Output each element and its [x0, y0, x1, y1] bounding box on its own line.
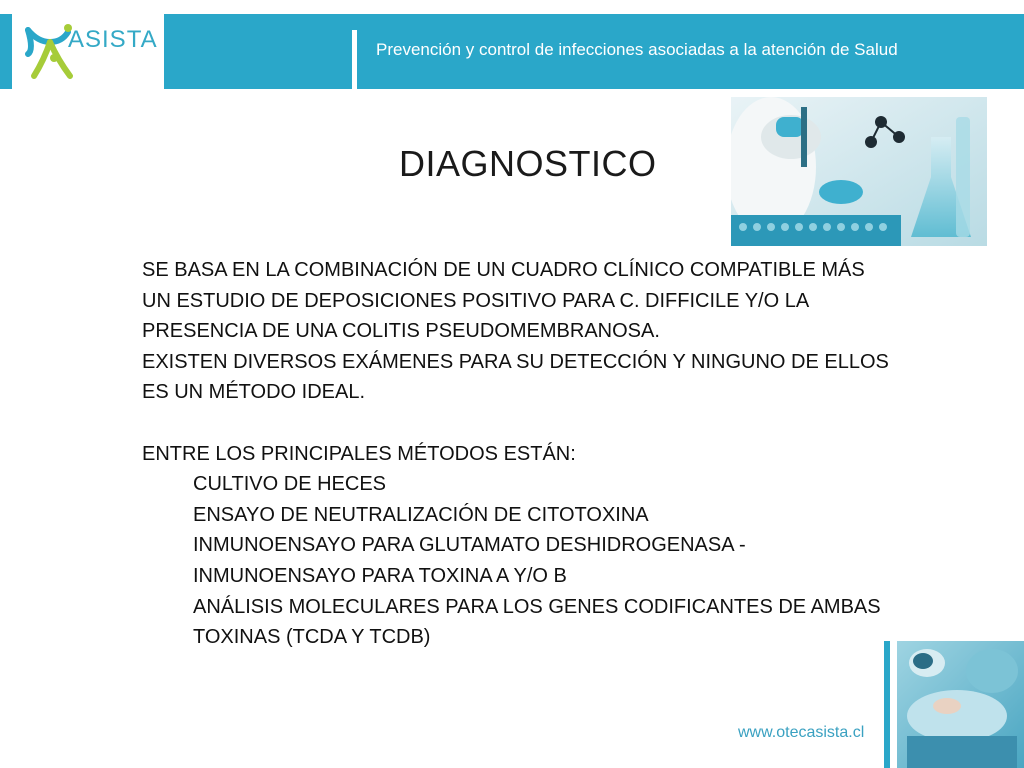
method-item: ANÁLISIS MOLECULARES PARA LOS GENES CODIFICANTES DE AMBAS	[193, 595, 881, 618]
header-divider	[352, 30, 357, 89]
paragraph-line: PRESENCIA DE UNA COLITIS PSEUDOMEMBRANOSA.	[142, 320, 660, 343]
method-item: ENSAYO DE NEUTRALIZACIÓN DE CITOTOXINA	[193, 503, 649, 526]
slide-body	[142, 255, 942, 653]
footer-url: www.otecasista.cl	[738, 724, 865, 741]
slide-title: DIAGNOSTICO	[399, 143, 657, 184]
method-item: TOXINAS (TCDA Y TCDB)	[193, 626, 431, 649]
method-item: INMUNOENSAYO PARA TOXINA A Y/O B	[193, 564, 567, 587]
logo-text: ASISTA	[68, 26, 158, 53]
header-left-accent-bar	[0, 14, 12, 89]
paragraph-line: ES UN MÉTODO IDEAL.	[142, 381, 366, 404]
header-title: Prevención y control de infecciones asociadas a la atención de Salud	[376, 40, 898, 59]
paragraph-line: UN ESTUDIO DE DEPOSICIONES POSITIVO PARA C. DIFFICILE Y/O LA	[142, 289, 810, 312]
footer-accent-bar	[884, 641, 890, 768]
method-item: INMUNOENSAYO PARA GLUTAMATO DESHIDROGENASA -	[193, 534, 746, 557]
paragraph-line: SE BASA EN LA COMBINACIÓN DE UN CUADRO CLÍNICO COMPATIBLE MÁS	[142, 259, 865, 281]
methods-heading: ENTRE LOS PRINCIPALES MÉTODOS ESTÁN:	[142, 442, 576, 465]
paragraph-line: EXISTEN DIVERSOS EXÁMENES PARA SU DETECCIÓN Y NINGUNO DE ELLOS	[142, 350, 889, 373]
spacer	[142, 408, 942, 439]
surgery-photo	[897, 641, 1024, 768]
method-item: CULTIVO DE HECES	[193, 473, 386, 496]
laboratory-photo	[731, 97, 987, 246]
